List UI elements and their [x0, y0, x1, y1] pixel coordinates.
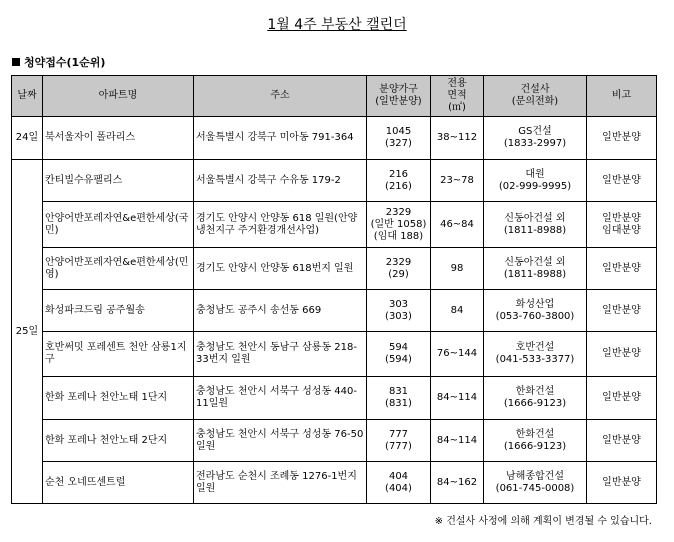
- note-cell: 일반분양: [587, 160, 657, 202]
- area-cell: 84~162: [431, 462, 484, 504]
- note-cell: 일반분양: [587, 377, 657, 420]
- apartment-cell: 화성파크드림 공주월송: [43, 290, 194, 332]
- header-apartment: 아파트명: [43, 76, 194, 117]
- section-heading: 청약접수(1순위): [12, 54, 105, 70]
- apartment-cell: 안양어반포레자연&e편한세상(국민): [43, 202, 194, 248]
- address-cell: 충청남도 천안시 동남구 삼룡동 218-33번지 일원: [194, 332, 367, 377]
- table-row: [12, 420, 657, 462]
- date-cell: 25일: [12, 160, 43, 504]
- table-header-row: [12, 76, 657, 117]
- apartment-cell: 한화 포레나 천안노태 2단지: [43, 420, 194, 462]
- builder-cell: 대원 (02-999-9995): [484, 160, 587, 202]
- header-builder: 건설사 (문의전화): [484, 76, 587, 117]
- header-date: 날짜: [12, 76, 43, 117]
- table-row: [12, 377, 657, 420]
- header-address: 주소: [194, 76, 367, 117]
- area-cell: 76~144: [431, 332, 484, 377]
- units-cell: 777 (777): [367, 420, 431, 462]
- footnote: ※ 건설사 사정에 의해 계획이 변경될 수 있습니다.: [434, 516, 652, 527]
- address-cell: 충청남도 공주시 송선동 669: [194, 290, 367, 332]
- address-cell: 경기도 안양시 안양동 618번지 일원: [194, 248, 367, 290]
- address-cell: 서울특별시 강북구 수유동 179-2: [194, 160, 367, 202]
- area-cell: 46~84: [431, 202, 484, 248]
- table-row: [12, 117, 657, 160]
- square-bullet-icon: [12, 58, 20, 66]
- units-cell: 1045 (327): [367, 117, 431, 160]
- note-cell: 일반분양: [587, 332, 657, 377]
- table-row: [12, 248, 657, 290]
- header-note: 비고: [587, 76, 657, 117]
- address-cell: 서울특별시 강북구 미아동 791-364: [194, 117, 367, 160]
- address-cell: 충청남도 천안시 서북구 성성동 76-50일원: [194, 420, 367, 462]
- area-cell: 98: [431, 248, 484, 290]
- units-cell: 404 (404): [367, 462, 431, 504]
- apartment-cell: 북서울자이 폴라리스: [43, 117, 194, 160]
- address-cell: 충청남도 천안시 서북구 성성동 440-11일원: [194, 377, 367, 420]
- builder-cell: GS건설 (1833-2997): [484, 117, 587, 160]
- units-cell: 303 (303): [367, 290, 431, 332]
- table-row: [12, 462, 657, 504]
- header-units: 분양가구 (일반분양): [367, 76, 431, 117]
- table-row: [12, 332, 657, 377]
- area-cell: 38~112: [431, 117, 484, 160]
- apartment-cell: 칸티빌수유팰리스: [43, 160, 194, 202]
- units-cell: 2329 (29): [367, 248, 431, 290]
- units-cell: 2329 (일반 1058) (임대 188): [367, 202, 431, 248]
- area-cell: 23~78: [431, 160, 484, 202]
- apartment-cell: 순천 오네뜨센트럴: [43, 462, 194, 504]
- table-row: [12, 290, 657, 332]
- builder-cell: 한화건설 (1666-9123): [484, 377, 587, 420]
- date-cell: 24일: [12, 117, 43, 160]
- units-cell: 831 (831): [367, 377, 431, 420]
- area-cell: 84~114: [431, 420, 484, 462]
- units-cell: 216 (216): [367, 160, 431, 202]
- calendar-table: [11, 75, 657, 504]
- apartment-cell: 한화 포레나 천안노태 1단지: [43, 377, 194, 420]
- header-area: 전용 면적 (㎡): [431, 76, 484, 117]
- builder-cell: 호반건설 (041-533-3377): [484, 332, 587, 377]
- builder-cell: 남해종합건설 (061-745-0008): [484, 462, 587, 504]
- page-title: 1월 4주 부동산 캘린더: [267, 17, 407, 33]
- area-cell: 84: [431, 290, 484, 332]
- table-row: [12, 160, 657, 202]
- builder-cell: 신동아건설 외 (1811-8988): [484, 202, 587, 248]
- address-cell: 전라남도 순천시 조례동 1276-1번지 일원: [194, 462, 367, 504]
- apartment-cell: 호반써밋 포레센트 천안 삼룡1지구: [43, 332, 194, 377]
- note-cell: 일반분양: [587, 117, 657, 160]
- area-cell: 84~114: [431, 377, 484, 420]
- builder-cell: 화성산업 (053-760-3800): [484, 290, 587, 332]
- address-cell: 경기도 안양시 안양동 618 일원(안양냉천지구 주거환경개선사업): [194, 202, 367, 248]
- note-cell: 일반분양: [587, 462, 657, 504]
- table-row: [12, 202, 657, 248]
- note-cell: 일반분양: [587, 290, 657, 332]
- note-cell: 일반분양: [587, 248, 657, 290]
- units-cell: 594 (594): [367, 332, 431, 377]
- note-cell: 일반분양 임대분양: [587, 202, 657, 248]
- note-cell: 일반분양: [587, 420, 657, 462]
- builder-cell: 신동아건설 외 (1811-8988): [484, 248, 587, 290]
- apartment-cell: 안양어반포레자연&e편한세상(민영): [43, 248, 194, 290]
- builder-cell: 한화건설 (1666-9123): [484, 420, 587, 462]
